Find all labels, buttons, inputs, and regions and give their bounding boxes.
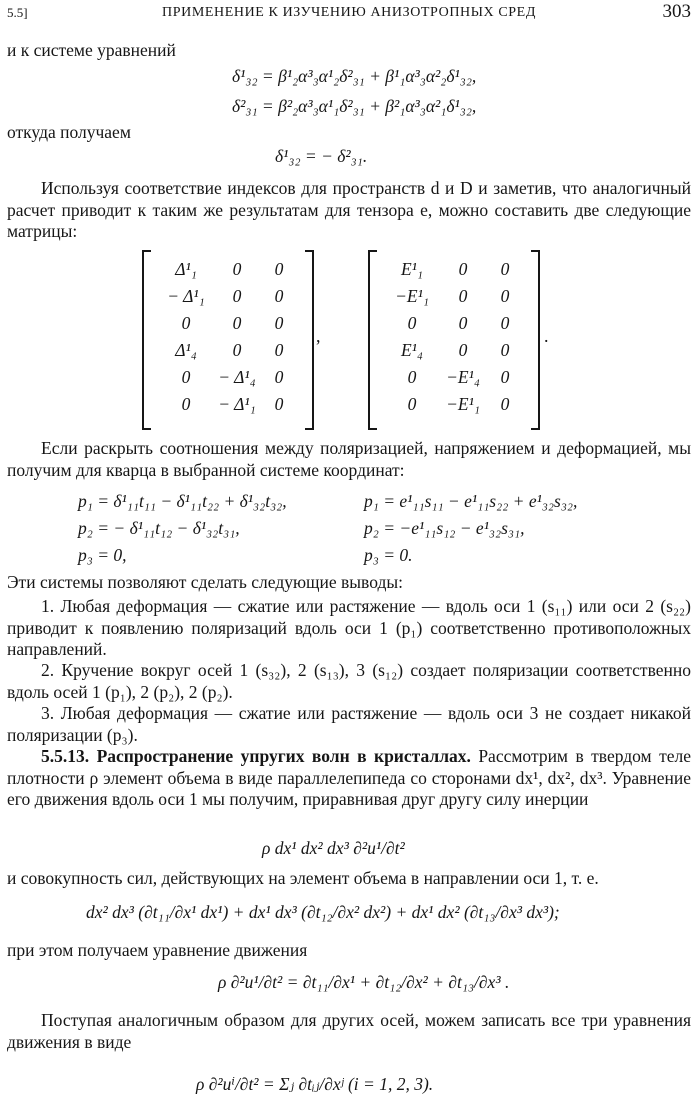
equation-delta-31: δ²₃₁ = β²₂α³₃α¹₁δ²₃₁ + β²₁α³₃α²₁δ¹₃₂,	[232, 96, 477, 116]
matrix-delta-row	[156, 283, 300, 310]
paragraph-intro: и к системе уравнений	[7, 40, 176, 60]
matrix-delta-cell: Δ¹₁	[175, 259, 197, 279]
matrix-delta-cell: 0	[274, 340, 284, 360]
matrix-e-cell: 0	[500, 313, 510, 333]
matrix-delta-row	[156, 310, 300, 337]
matrix-delta-table	[156, 256, 300, 418]
matrix-delta-cell: 0	[181, 313, 191, 333]
paragraph-forces: и совокупность сил, действующих на элемент объема в направлении оси 1, т. е.	[7, 868, 599, 888]
matrix-delta-row	[156, 364, 300, 391]
matrix-e-cell: 0	[458, 259, 468, 279]
paragraph-elastic-waves: 5.5.13. Распространение упругих волн в кристаллах. Рассмотрим в твердом теле плотности ρ элемент объема в виде параллелепипеда со сторонами dx¹, dx², dx³. Уравнение его движения вдоль оси 1 мы получим, приравнивая друг другу силу инерции	[7, 746, 691, 809]
matrix-e-cell: 0	[407, 313, 417, 333]
matrix-delta-row	[156, 391, 300, 418]
matrix-e-row	[382, 310, 526, 337]
conclusion-3: 3. Любая деформация — сжатие или растяжение — вдоль оси 3 не создает никакой поляризации (p₃).	[7, 703, 691, 745]
conclusion-1: 1. Любая деформация — сжатие или растяжение — вдоль оси 1 (s₁₁) или оси 2 (s₂₂) приводит к появлению поляризаций вдоль оси 1 (p₁) соответственно противоположных направлений.	[7, 596, 691, 659]
matrix-delta-cell: 0	[274, 394, 284, 414]
matrix-delta-cell: Δ¹₄	[175, 340, 197, 360]
section-heading: 5.5.13. Распространение упругих волн в кристаллах.	[41, 746, 471, 766]
paragraph-matrices-intro: Используя соответствие индексов для пространств d и D и заметив, что аналогичный расчет приводит к таким же результатам для тензора e, можно составить две следующие матрицы:	[7, 178, 691, 241]
matrix-e-cell: 0	[500, 367, 510, 387]
matrix-e-row	[382, 337, 526, 364]
system-left: p₁ = δ¹₁₁t₁₁ − δ¹₁₁t₂₂ + δ¹₃₂t₃₂, p₂ = − δ¹₁₁t₁₂ − δ¹₃₂t₃₁, p₃ = 0,	[78, 491, 287, 565]
matrix-e-row	[382, 283, 526, 310]
paragraph-whence: откуда получаем	[7, 122, 131, 142]
matrix-e-cell: 0	[500, 286, 510, 306]
matrix-e-cell: −E¹₁	[395, 286, 429, 306]
conclusion-2: 2. Кручение вокруг осей 1 (s₃₂), 2 (s₁₃), 3 (s₁₂) создает поляризации соответственно вдоль осей 1 (p₁), 2 (p₂), 2 (p₂).	[7, 660, 691, 702]
paragraph-all-axes: Поступая аналогичным образом для других осей, можем записать все три уравнения движения в виде	[7, 1010, 691, 1052]
matrix-delta-cell: 0	[181, 367, 191, 387]
matrix-e-cell: 0	[458, 286, 468, 306]
page-number: 303	[662, 1, 691, 22]
matrix-e-cell: 0	[500, 340, 510, 360]
equation-general-motion: ρ ∂²uⁱ/∂t² = Σⱼ ∂tᵢⱼ/∂xʲ (i = 1, 2, 3).	[196, 1074, 434, 1094]
matrix-e-cell: 0	[407, 367, 417, 387]
equation-inertia: ρ dx¹ dx² dx³ ∂²u¹/∂t²	[262, 838, 405, 858]
matrix-delta-cell: 0	[274, 313, 284, 333]
matrix-delta-cell: 0	[274, 367, 284, 387]
equation-motion: ρ ∂²u¹/∂t² = ∂t₁₁/∂x¹ + ∂t₁₂/∂x² + ∂t₁₃/∂x³ .	[218, 972, 510, 992]
matrix-delta-cell: 0	[274, 286, 284, 306]
matrix-delta-cell: 0	[181, 394, 191, 414]
paragraph-polarization: Если раскрыть соотношения между поляризацией, напряжением и деформацией, мы получим для кварца в выбранной системе координат:	[7, 438, 691, 480]
matrix-delta-row	[156, 256, 300, 283]
matrix-e-cell: −E¹₁	[446, 394, 480, 414]
equation-result: δ¹₃₂ = − δ²₃₁.	[275, 146, 368, 166]
equation-forces: dx² dx³ (∂t₁₁/∂x¹ dx¹) + dx¹ dx³ (∂t₁₂/∂x² dx²) + dx¹ dx² (∂t₁₃/∂x³ dx³);	[86, 902, 560, 922]
equation-delta-32: δ¹₃₂ = β¹₂α³₃α¹₂δ²₃₁ + β¹₁α³₃α²₂δ¹₃₂,	[232, 66, 477, 86]
system-right: p₁ = e¹₁₁s₁₁ − e¹₁₁s₂₂ + e¹₃₂s₃₂, p₂ = −e¹₁₁s₁₂ − e¹₃₂s₃₁, p₃ = 0.	[364, 491, 578, 565]
left-bracket	[142, 250, 151, 430]
matrix-e-row	[382, 256, 526, 283]
paragraph-motion: при этом получаем уравнение движения	[7, 940, 308, 960]
matrix-e-cell: 0	[500, 394, 510, 414]
matrix-delta-cell: − Δ¹₁	[218, 394, 256, 414]
left-bracket	[368, 250, 377, 430]
page-header	[7, 2, 691, 28]
matrix-e-cell: E¹₁	[400, 259, 424, 279]
matrix-delta-cell: 0	[274, 259, 284, 279]
matrix-e-row	[382, 391, 526, 418]
matrix-e-cell: E¹₄	[400, 340, 424, 360]
matrix-delta	[142, 250, 314, 430]
matrix-e	[368, 250, 540, 430]
matrix-delta-cell: − Δ¹₁	[167, 286, 205, 306]
matrix-e-cell: 0	[407, 394, 417, 414]
right-bracket	[531, 250, 540, 430]
matrix-delta-cell: 0	[232, 340, 242, 360]
right-bracket	[305, 250, 314, 430]
matrix-e-table	[382, 256, 526, 418]
matrix-e-cell: 0	[458, 313, 468, 333]
section-number: 5.5]	[7, 5, 28, 20]
matrix-delta-cell: 0	[232, 259, 242, 279]
paragraph-conclusions: Эти системы позволяют сделать следующие выводы:	[7, 572, 403, 592]
matrix-e-row	[382, 364, 526, 391]
running-title: ПРИМЕНЕНИЕ К ИЗУЧЕНИЮ АНИЗОТРОПНЫХ СРЕД	[162, 5, 536, 20]
matrix-e-cell: −E¹₄	[446, 367, 480, 387]
matrix-delta-cell: 0	[232, 313, 242, 333]
matrix-delta-row	[156, 337, 300, 364]
matrix-delta-cell: 0	[232, 286, 242, 306]
matrix-e-cell: 0	[500, 259, 510, 279]
matrix-delta-cell: − Δ¹₄	[218, 367, 256, 387]
matrix-e-cell: 0	[458, 340, 468, 360]
